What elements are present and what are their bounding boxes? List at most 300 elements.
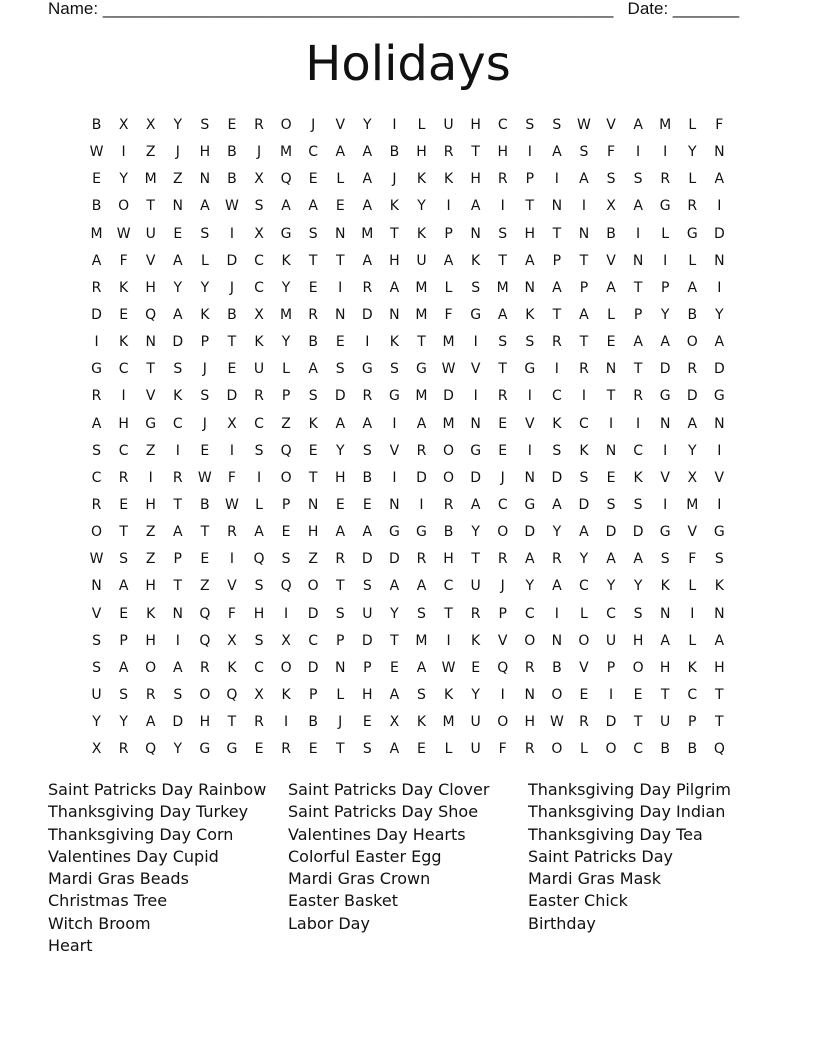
grid-letter[interactable]: R [118,469,129,486]
grid-letter[interactable]: B [308,714,318,731]
grid-letter[interactable]: N [578,225,590,242]
grid-letter[interactable]: X [227,632,237,649]
grid-letter[interactable]: T [335,252,345,269]
grid-letter[interactable]: K [254,334,264,351]
grid-letter[interactable]: K [660,578,670,595]
grid-letter[interactable]: A [308,198,318,215]
grid-letter[interactable]: E [498,442,508,459]
grid-letter[interactable]: Y [173,741,183,758]
grid-letter[interactable]: D [686,388,698,405]
grid-letter[interactable]: V [687,524,698,541]
grid-letter[interactable]: S [389,361,399,378]
grid-letter[interactable]: O [578,632,590,649]
grid-letter[interactable]: Y [660,307,670,324]
grid-letter[interactable]: L [607,307,615,324]
grid-letter[interactable]: I [663,252,668,269]
grid-letter[interactable]: E [362,497,372,514]
grid-letter[interactable]: R [552,551,562,568]
grid-letter[interactable]: H [145,632,156,649]
grid-letter[interactable]: H [443,551,454,568]
grid-letter[interactable]: U [91,687,102,704]
grid-letter[interactable]: T [390,632,399,649]
grid-letter[interactable]: S [498,334,508,351]
grid-letter[interactable]: S [254,632,264,649]
grid-letter[interactable]: K [687,659,697,676]
grid-letter[interactable]: A [497,307,508,324]
grid-letter[interactable]: Z [145,524,156,541]
grid-letter[interactable]: K [525,307,535,324]
grid-letter[interactable]: N [145,334,156,351]
grid-letter[interactable]: M [280,307,293,324]
grid-letter[interactable]: I [554,605,559,622]
grid-letter[interactable]: I [636,144,641,161]
grid-letter[interactable]: T [471,551,480,568]
grid-letter[interactable]: R [281,741,291,758]
grid-letter[interactable]: S [417,687,426,704]
grid-letter[interactable]: E [281,524,291,541]
grid-letter[interactable]: T [308,252,318,269]
grid-letter[interactable]: I [256,469,262,486]
grid-letter[interactable]: E [200,442,210,459]
grid-letter[interactable]: C [579,578,589,595]
grid-letter[interactable]: V [579,659,589,676]
grid-letter[interactable]: S [92,632,101,649]
grid-letter[interactable]: O [280,469,292,486]
grid-letter[interactable]: M [442,714,455,731]
grid-letter[interactable]: S [92,442,101,459]
grid-letter[interactable]: T [633,361,643,378]
grid-letter[interactable]: T [119,524,128,541]
grid-letter[interactable]: E [119,307,129,324]
grid-letter[interactable]: C [687,687,698,704]
grid-letter[interactable]: U [660,714,671,731]
grid-letter[interactable]: Y [471,687,480,704]
grid-letter[interactable]: Y [92,714,101,731]
grid-letter[interactable]: A [714,334,725,351]
grid-letter[interactable]: I [392,117,397,134]
grid-letter[interactable]: I [284,714,289,731]
grid-letter[interactable]: O [443,442,455,459]
grid-letter[interactable]: T [146,361,155,378]
grid-letter[interactable]: G [280,225,292,242]
grid-letter[interactable]: S [254,578,264,595]
name-blank[interactable]: ______________________________________________________ [102,0,614,18]
grid-letter[interactable]: D [307,605,319,622]
grid-letter[interactable]: A [552,144,562,161]
grid-letter[interactable]: O [497,714,509,731]
grid-letter[interactable]: N [389,497,400,514]
grid-letter[interactable]: P [308,687,318,704]
grid-letter[interactable]: O [686,334,698,351]
grid-letter[interactable]: I [608,687,614,704]
grid-letter[interactable]: K [308,415,318,432]
grid-letter[interactable]: Y [281,279,291,296]
grid-letter[interactable]: E [227,361,237,378]
grid-letter[interactable]: T [498,252,507,269]
grid-letter[interactable]: H [334,469,346,486]
grid-letter[interactable]: K [443,687,454,704]
grid-letter[interactable]: X [227,415,237,432]
grid-letter[interactable]: R [416,442,427,459]
grid-letter[interactable]: A [660,334,670,351]
grid-letter[interactable]: Y [335,442,345,459]
grid-letter[interactable]: I [121,144,126,161]
grid-letter[interactable]: O [443,469,455,486]
grid-letter[interactable]: G [91,361,102,378]
grid-letter[interactable]: A [362,171,373,188]
grid-letter[interactable]: F [715,117,724,134]
grid-letter[interactable]: A [470,198,481,215]
grid-letter[interactable]: C [254,252,264,269]
grid-letter[interactable]: R [227,524,237,541]
grid-letter[interactable]: I [608,415,614,432]
grid-letter[interactable]: D [361,632,373,649]
grid-letter[interactable]: W [577,117,591,134]
grid-letter[interactable]: X [281,632,291,649]
grid-letter[interactable]: L [688,171,697,188]
grid-letter[interactable]: N [172,198,184,215]
grid-letter[interactable]: Y [687,442,697,459]
grid-letter[interactable]: I [527,388,532,405]
grid-letter[interactable]: Y [200,279,210,296]
grid-letter[interactable]: H [714,659,725,676]
grid-letter[interactable]: K [443,171,454,188]
grid-letter[interactable]: F [119,252,128,269]
grid-letter[interactable]: O [524,632,536,649]
grid-letter[interactable]: A [172,659,183,676]
grid-letter[interactable]: A [579,307,589,324]
grid-letter[interactable]: Q [280,171,292,188]
grid-letter[interactable]: N [632,252,644,269]
grid-letter[interactable]: M [90,225,103,242]
grid-letter[interactable]: A [254,524,264,541]
grid-letter[interactable]: C [443,578,454,595]
grid-letter[interactable]: K [416,714,427,731]
grid-letter[interactable]: E [92,171,101,188]
grid-letter[interactable]: N [91,578,102,595]
grid-letter[interactable]: T [552,225,562,242]
grid-letter[interactable]: W [441,361,456,378]
grid-letter[interactable]: A [200,198,210,215]
grid-letter[interactable]: B [227,171,237,188]
grid-letter[interactable]: R [660,171,671,188]
grid-letter[interactable]: A [552,279,562,296]
grid-letter[interactable]: K [146,605,156,622]
grid-letter[interactable]: K [119,279,129,296]
grid-letter[interactable]: Y [119,171,128,188]
grid-letter[interactable]: L [580,741,588,758]
grid-letter[interactable]: V [470,361,481,378]
grid-letter[interactable]: D [416,469,427,486]
grid-letter[interactable]: S [362,578,372,595]
grid-letter[interactable]: B [389,144,400,161]
grid-letter[interactable]: D [307,659,319,676]
grid-letter[interactable]: M [144,171,157,188]
grid-letter[interactable]: N [524,279,536,296]
grid-letter[interactable]: I [148,469,153,486]
grid-letter[interactable]: E [200,551,210,568]
grid-letter[interactable]: O [551,741,563,758]
grid-letter[interactable]: T [633,714,643,731]
grid-letter[interactable]: A [579,524,589,541]
grid-letter[interactable]: V [227,578,237,595]
grid-letter[interactable]: I [663,144,668,161]
grid-letter[interactable]: K [281,687,291,704]
grid-letter[interactable]: R [254,388,264,405]
grid-letter[interactable]: N [172,605,184,622]
grid-letter[interactable]: I [229,442,234,459]
grid-letter[interactable]: S [254,442,264,459]
grid-letter[interactable]: C [308,632,319,649]
grid-letter[interactable]: Q [497,659,509,676]
grid-letter[interactable]: K [200,307,210,324]
grid-letter[interactable]: O [605,741,617,758]
grid-letter[interactable]: S [200,388,210,405]
grid-letter[interactable]: Y [417,198,426,215]
grid-letter[interactable]: I [473,334,478,351]
grid-letter[interactable]: N [714,252,725,269]
grid-letter[interactable]: O [551,687,563,704]
grid-letter[interactable]: K [416,171,427,188]
grid-letter[interactable]: B [687,741,698,758]
grid-letter[interactable]: J [229,279,234,296]
grid-letter[interactable]: V [335,117,346,134]
grid-letter[interactable]: U [470,741,481,758]
grid-letter[interactable]: E [308,171,318,188]
grid-letter[interactable]: I [527,144,532,161]
grid-letter[interactable]: K [471,632,481,649]
grid-letter[interactable]: I [717,279,722,296]
grid-letter[interactable]: T [200,524,210,541]
grid-letter[interactable]: U [470,578,481,595]
grid-letter[interactable]: U [362,605,373,622]
grid-letter[interactable]: O [118,198,130,215]
grid-letter[interactable]: H [389,252,400,269]
grid-letter[interactable]: Z [145,551,156,568]
grid-letter[interactable]: Y [390,605,399,622]
grid-letter[interactable]: K [227,659,237,676]
grid-letter[interactable]: I [392,415,397,432]
grid-letter[interactable]: S [579,144,589,161]
grid-letter[interactable]: B [200,497,210,514]
grid-letter[interactable]: P [688,714,697,731]
grid-letter[interactable]: P [606,659,616,676]
grid-letter[interactable]: E [119,497,129,514]
grid-letter[interactable]: T [579,252,589,269]
grid-letter[interactable]: L [336,687,345,704]
grid-letter[interactable]: H [416,144,427,161]
grid-letter[interactable]: R [552,334,562,351]
grid-letter[interactable]: Z [308,551,318,568]
grid-letter[interactable]: U [253,361,265,378]
grid-letter[interactable]: W [89,144,104,161]
grid-letter[interactable]: R [91,279,102,296]
grid-letter[interactable]: T [335,741,345,758]
grid-letter[interactable]: P [281,388,291,405]
grid-letter[interactable]: T [146,198,155,215]
grid-letter[interactable]: J [311,117,316,134]
grid-letter[interactable]: R [497,171,508,188]
grid-letter[interactable]: V [606,117,616,134]
grid-letter[interactable]: U [416,252,427,269]
grid-letter[interactable]: A [362,252,373,269]
grid-letter[interactable]: W [441,659,456,676]
grid-letter[interactable]: T [227,714,237,731]
grid-letter[interactable]: M [415,388,428,405]
grid-letter[interactable]: C [497,117,508,134]
grid-letter[interactable]: R [91,497,102,514]
grid-letter[interactable]: T [715,687,724,704]
grid-letter[interactable]: E [606,469,616,486]
grid-letter[interactable]: Q [199,632,211,649]
grid-letter[interactable]: S [552,442,562,459]
grid-letter[interactable]: G [686,225,698,242]
grid-letter[interactable]: T [390,225,399,242]
grid-letter[interactable]: D [172,334,184,351]
grid-letter[interactable]: E [471,659,481,676]
grid-letter[interactable]: I [500,687,505,704]
grid-letter[interactable]: L [417,117,426,134]
grid-letter[interactable]: V [606,252,616,269]
grid-letter[interactable]: P [579,279,589,296]
grid-letter[interactable]: L [444,279,453,296]
grid-letter[interactable]: G [199,741,211,758]
grid-letter[interactable]: B [362,469,373,486]
grid-letter[interactable]: A [660,632,670,649]
grid-letter[interactable]: C [633,741,643,758]
grid-letter[interactable]: B [443,524,454,541]
grid-letter[interactable]: R [335,551,346,568]
grid-letter[interactable]: S [606,497,616,514]
grid-letter[interactable]: D [524,524,536,541]
grid-letter[interactable]: T [498,361,507,378]
grid-letter[interactable]: M [280,144,293,161]
grid-letter[interactable]: K [552,415,562,432]
grid-letter[interactable]: C [606,605,616,622]
grid-letter[interactable]: P [660,279,670,296]
grid-letter[interactable]: S [119,551,129,568]
grid-letter[interactable]: I [446,198,451,215]
grid-letter[interactable]: N [524,687,536,704]
grid-letter[interactable]: E [173,225,183,242]
grid-letter[interactable]: X [145,117,156,134]
grid-letter[interactable]: T [417,334,426,351]
grid-letter[interactable]: A [118,659,129,676]
grid-letter[interactable]: V [497,632,508,649]
grid-letter[interactable]: U [443,117,454,134]
grid-letter[interactable]: I [717,442,722,459]
grid-letter[interactable]: G [659,388,671,405]
grid-letter[interactable]: J [256,144,262,161]
grid-letter[interactable]: Y [579,551,589,568]
grid-letter[interactable]: Z [145,144,156,161]
grid-letter[interactable]: M [659,117,672,134]
grid-letter[interactable]: R [254,117,264,134]
grid-letter[interactable]: M [415,279,428,296]
grid-letter[interactable]: I [717,198,722,215]
grid-letter[interactable]: S [335,605,345,622]
grid-letter[interactable]: B [227,144,237,161]
grid-letter[interactable]: I [473,388,478,405]
grid-letter[interactable]: Y [687,144,697,161]
grid-letter[interactable]: R [497,551,508,568]
grid-letter[interactable]: K [416,225,427,242]
grid-letter[interactable]: G [659,198,671,215]
grid-letter[interactable]: G [713,524,725,541]
grid-letter[interactable]: G [524,361,536,378]
grid-letter[interactable]: C [497,497,508,514]
grid-letter[interactable]: M [442,334,455,351]
grid-letter[interactable]: A [633,551,643,568]
grid-letter[interactable]: S [633,605,643,622]
grid-letter[interactable]: Q [199,605,211,622]
grid-letter[interactable]: A [362,144,373,161]
grid-letter[interactable]: K [633,469,643,486]
grid-letter[interactable]: A [362,198,373,215]
grid-letter[interactable]: B [91,198,102,215]
grid-letter[interactable]: S [173,361,183,378]
grid-letter[interactable]: J [175,144,180,161]
grid-letter[interactable]: I [663,497,668,514]
grid-letter[interactable]: D [713,361,725,378]
grid-letter[interactable]: R [199,659,210,676]
grid-letter[interactable]: A [389,687,400,704]
grid-letter[interactable]: Q [280,578,292,595]
grid-letter[interactable]: G [659,524,671,541]
grid-letter[interactable]: Y [525,578,535,595]
grid-letter[interactable]: A [525,551,535,568]
grid-letter[interactable]: A [416,659,427,676]
grid-letter[interactable]: E [417,741,426,758]
grid-letter[interactable]: A [525,252,535,269]
grid-letter[interactable]: H [470,117,481,134]
grid-letter[interactable]: P [363,659,372,676]
grid-letter[interactable]: Y [715,307,724,324]
grid-letter[interactable]: Y [363,117,372,134]
grid-letter[interactable]: I [554,171,559,188]
grid-letter[interactable]: A [633,198,643,215]
grid-letter[interactable]: S [579,469,589,486]
grid-letter[interactable]: N [199,171,211,188]
grid-letter[interactable]: T [660,687,670,704]
grid-letter[interactable]: S [714,551,724,568]
grid-letter[interactable]: Y [471,524,480,541]
grid-letter[interactable]: O [280,117,292,134]
grid-letter[interactable]: H [118,415,129,432]
grid-letter[interactable]: M [415,632,428,649]
grid-letter[interactable]: E [335,497,345,514]
grid-letter[interactable]: A [91,252,102,269]
grid-letter[interactable]: V [91,605,102,622]
grid-letter[interactable]: I [175,632,180,649]
grid-letter[interactable]: K [389,198,399,215]
grid-letter[interactable]: H [145,279,156,296]
grid-letter[interactable]: D [578,497,590,514]
grid-letter[interactable]: X [254,225,264,242]
grid-letter[interactable]: Z [200,578,210,595]
grid-letter[interactable]: Q [145,307,157,324]
grid-letter[interactable]: R [497,388,508,405]
grid-letter[interactable]: H [497,144,508,161]
grid-letter[interactable]: D [443,388,454,405]
grid-letter[interactable]: L [661,225,670,242]
grid-letter[interactable]: P [498,605,507,622]
grid-letter[interactable]: D [389,551,400,568]
grid-letter[interactable]: A [172,524,183,541]
grid-letter[interactable]: S [308,388,318,405]
grid-letter[interactable]: G [388,524,400,541]
grid-letter[interactable]: N [714,144,725,161]
